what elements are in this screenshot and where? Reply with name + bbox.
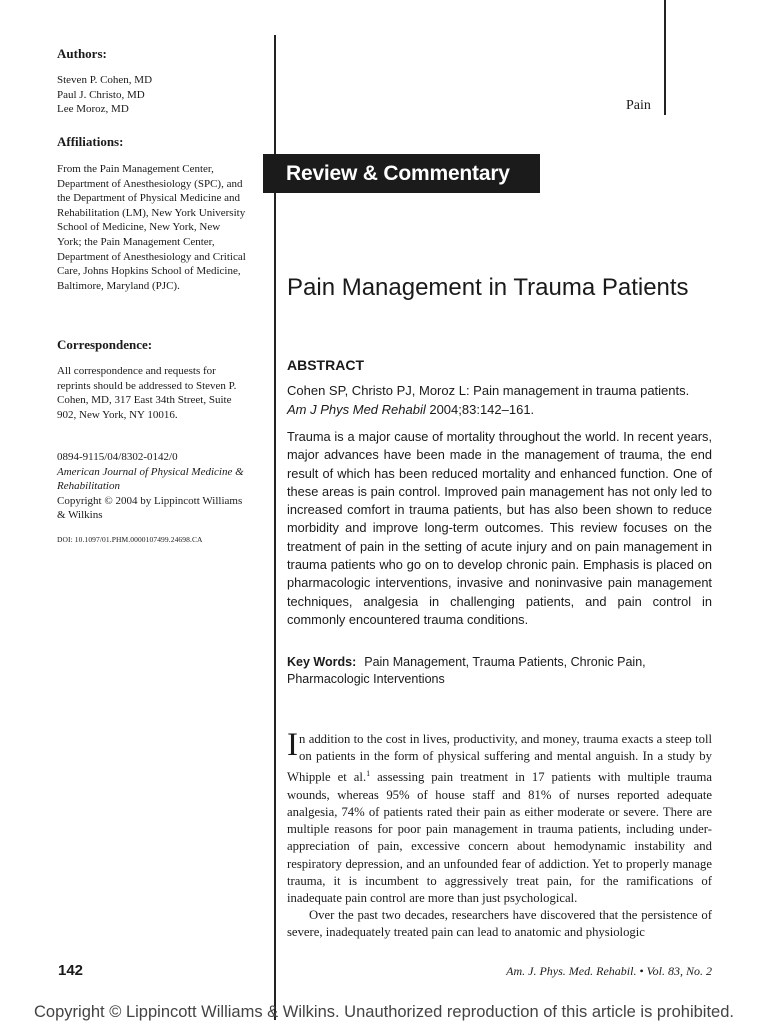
citation-authors: Cohen SP, Christo PJ, Moroz L: Pain management in trauma patients. — [287, 383, 690, 398]
abstract-heading: ABSTRACT — [287, 357, 364, 373]
keywords — [287, 654, 712, 688]
section-label: Pain — [626, 98, 651, 113]
reference-marker[interactable]: 1 — [366, 769, 371, 779]
author-name: Steven P. Cohen, MD — [57, 74, 153, 86]
affiliations-text: From the Pain Management Center, Department of Anesthesiology (SPC), and the Department of Physical Medicine and Rehabilitation (LM), New York University School of Medicine, New York, New York; the Pain Management Center, Department of Anesthesiology and Critical Care, Johns Hopkins School of Medicine, Baltimore, Maryland (PJC). — [57, 163, 246, 292]
running-footer — [506, 964, 712, 979]
correspondence-heading: Correspondence: — [57, 337, 153, 352]
header-rule — [664, 0, 666, 115]
authors-list — [57, 73, 152, 117]
drop-cap: I — [287, 727, 298, 763]
journal-name: American Journal of Physical Medicine & Rehabilitation — [57, 465, 244, 493]
body-text-a: n addition to the cost in lives, productivity, and money, trauma exacts a steep toll on patients in the form of physical suffering and mental anguish. In a study by Whipple et al. — [287, 732, 712, 785]
article-body — [287, 727, 712, 942]
citation — [287, 382, 712, 419]
body-paragraph: Over the past two decades, researchers have discovered that the persistence of severe, inadequately treated pain can lead to anatomic and physiologic — [287, 908, 712, 940]
page-number: 142 — [58, 962, 84, 979]
issn: 0894-9115/04/8302-0142/0 — [57, 451, 178, 463]
journal-abbrev: Am. J. Phys. Med. Rehabil. — [506, 964, 637, 978]
affiliations-heading: Affiliations: — [57, 134, 124, 149]
doi: DOI: 10.1097/01.PHM.0000107499.24698.CA — [57, 535, 203, 544]
copyright-notice: Copyright © Lippincott Williams & Wilkins. Unauthorized reproduction of this article is prohibited. — [34, 1003, 734, 1021]
citation-details: 2004;83:142–161. — [425, 401, 535, 417]
article-title: Pain Management in Trauma Patients — [287, 274, 689, 301]
volume-info: Vol. 83, No. 2 — [646, 964, 712, 978]
copyright-line: Copyright © 2004 by Lippincott Williams & Wilkins — [57, 494, 243, 522]
author-name: Paul J. Christo, MD — [57, 88, 145, 101]
footer-bullet: • — [639, 964, 644, 978]
publication-info — [57, 450, 247, 523]
body-text-b: assessing pain treatment in 17 patients with multiple trauma wounds, whereas 95% of house staff and 81% of nurses reported adequate analgesia, 74% of patients rated their pain as either moderate or severe. There are multiple reasons for poor pain management in trauma patients, including under-appreciation of pain, excessive concern about hemodynamic instability and respiratory depression, and an unfounded fear of addiction. Yet to properly manage trauma, it is incumbent to aggressively treat pain, for the ramifications of inadequate pain control are more than just psychological. — [287, 770, 712, 906]
body-paragraph — [287, 727, 712, 907]
review-banner — [263, 154, 540, 193]
authors-heading: Authors: — [57, 46, 107, 61]
correspondence-text: All correspondence and requests for reprints should be addressed to Steven P. Cohen, MD, 317 East 34th Street, Suite 902, New York, NY 10016. — [57, 365, 237, 421]
abstract-body: Trauma is a major cause of mortality throughout the world. In recent years, major advances have been made in the management of trauma, the end result of which has been reduced mortality and enhanced function. One of these areas is pain control. Improved pain management has not only led to increased comfort in trauma patients, but has also been shown to reduce morbidity and improve long-term outcomes. This review focuses on the treatment of pain in the setting of acute injury and on pain management in trauma patients who go on to develop chronic pain. Emphasis is placed on pharmacologic interventions, invasive and noninvasive pain management techniques, analgesia in challenging patients, and pain control in commonly encountered trauma conditions. — [287, 429, 712, 627]
citation-journal: Am J Phys Med Rehabil — [287, 401, 426, 417]
keywords-list: Pain Management, Trauma Patients, Chronic Pain, Pharmacologic Interventions — [287, 655, 646, 686]
banner-text: Review & Commentary — [286, 161, 510, 185]
author-name: Lee Moroz, MD — [57, 103, 129, 116]
keywords-label: Key Words: — [287, 655, 357, 669]
